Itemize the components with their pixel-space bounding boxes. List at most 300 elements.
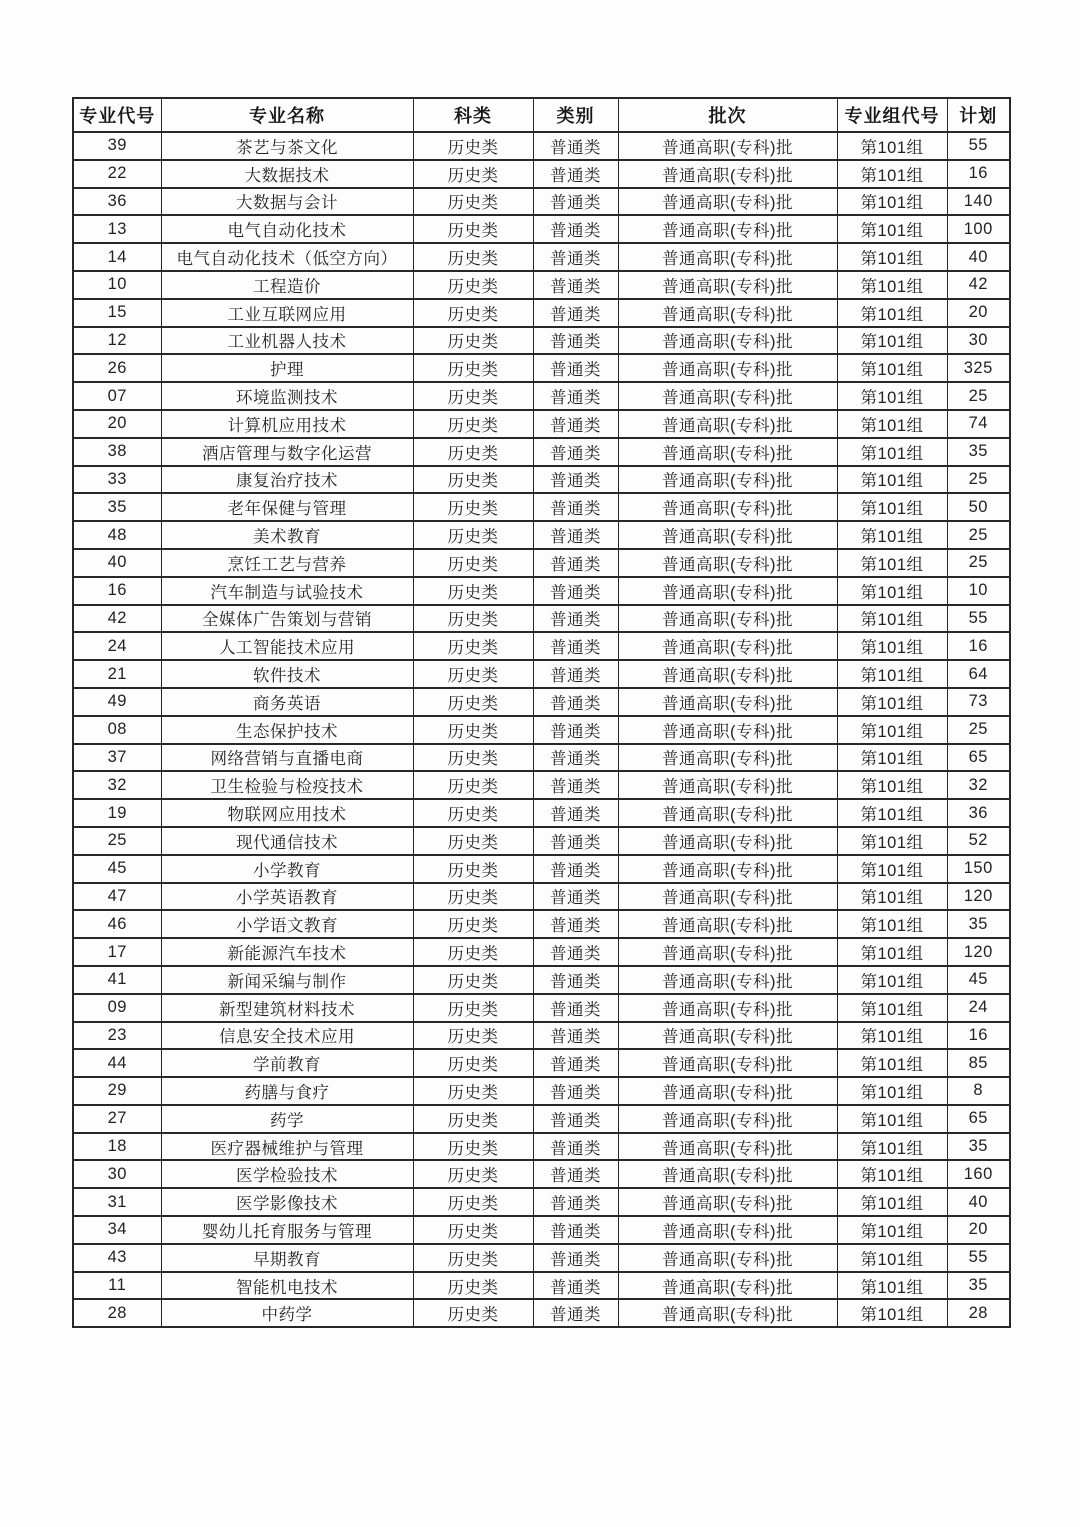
cell-plan-count: 10 xyxy=(947,577,1010,605)
cell-category: 普通类 xyxy=(533,271,618,299)
cell-category: 普通类 xyxy=(533,632,618,660)
cell-major-code: 43 xyxy=(73,1244,161,1272)
cell-category: 普通类 xyxy=(533,299,618,327)
cell-batch: 普通高职(专科)批 xyxy=(618,438,837,466)
table-row xyxy=(73,632,1010,660)
cell-subject-type: 历史类 xyxy=(413,410,533,438)
cell-group-code: 第101组 xyxy=(837,771,947,799)
cell-batch: 普通高职(专科)批 xyxy=(618,1105,837,1133)
cell-batch: 普通高职(专科)批 xyxy=(618,1299,837,1327)
cell-plan-count: 16 xyxy=(947,632,1010,660)
cell-subject-type: 历史类 xyxy=(413,883,533,911)
cell-major-code: 26 xyxy=(73,354,161,382)
cell-group-code: 第101组 xyxy=(837,605,947,633)
cell-plan-count: 16 xyxy=(947,1022,1010,1050)
cell-plan-count: 32 xyxy=(947,771,1010,799)
cell-major-code: 27 xyxy=(73,1105,161,1133)
cell-major-name: 酒店管理与数字化运营 xyxy=(161,438,413,466)
cell-group-code: 第101组 xyxy=(837,855,947,883)
cell-batch: 普通高职(专科)批 xyxy=(618,521,837,549)
cell-major-name: 烹饪工艺与营养 xyxy=(161,549,413,577)
cell-major-code: 45 xyxy=(73,855,161,883)
cell-batch: 普通高职(专科)批 xyxy=(618,938,837,966)
table-row xyxy=(73,188,1010,216)
table-row xyxy=(73,1299,1010,1327)
cell-subject-type: 历史类 xyxy=(413,799,533,827)
cell-subject-type: 历史类 xyxy=(413,994,533,1022)
cell-group-code: 第101组 xyxy=(837,688,947,716)
cell-major-code: 12 xyxy=(73,327,161,355)
cell-group-code: 第101组 xyxy=(837,1160,947,1188)
cell-subject-type: 历史类 xyxy=(413,493,533,521)
cell-plan-count: 325 xyxy=(947,354,1010,382)
cell-major-name: 药膳与食疗 xyxy=(161,1077,413,1105)
cell-plan-count: 35 xyxy=(947,910,1010,938)
table-row xyxy=(73,466,1010,494)
cell-major-code: 25 xyxy=(73,827,161,855)
cell-category: 普通类 xyxy=(533,771,618,799)
cell-subject-type: 历史类 xyxy=(413,215,533,243)
table-row xyxy=(73,994,1010,1022)
cell-group-code: 第101组 xyxy=(837,549,947,577)
cell-subject-type: 历史类 xyxy=(413,271,533,299)
cell-plan-count: 35 xyxy=(947,1133,1010,1161)
cell-group-code: 第101组 xyxy=(837,1077,947,1105)
cell-major-name: 医学检验技术 xyxy=(161,1160,413,1188)
cell-major-name: 新型建筑材料技术 xyxy=(161,994,413,1022)
cell-subject-type: 历史类 xyxy=(413,188,533,216)
cell-group-code: 第101组 xyxy=(837,910,947,938)
cell-plan-count: 25 xyxy=(947,549,1010,577)
table-row xyxy=(73,382,1010,410)
cell-major-name: 环境监测技术 xyxy=(161,382,413,410)
cell-plan-count: 55 xyxy=(947,605,1010,633)
cell-subject-type: 历史类 xyxy=(413,1188,533,1216)
cell-group-code: 第101组 xyxy=(837,521,947,549)
cell-major-code: 17 xyxy=(73,938,161,966)
cell-batch: 普通高职(专科)批 xyxy=(618,1216,837,1244)
cell-major-code: 33 xyxy=(73,466,161,494)
cell-category: 普通类 xyxy=(533,493,618,521)
cell-category: 普通类 xyxy=(533,1160,618,1188)
cell-major-code: 31 xyxy=(73,1188,161,1216)
cell-major-name: 智能机电技术 xyxy=(161,1272,413,1300)
cell-subject-type: 历史类 xyxy=(413,382,533,410)
cell-plan-count: 50 xyxy=(947,493,1010,521)
cell-subject-type: 历史类 xyxy=(413,1272,533,1300)
cell-major-code: 20 xyxy=(73,410,161,438)
cell-category: 普通类 xyxy=(533,1272,618,1300)
cell-batch: 普通高职(专科)批 xyxy=(618,271,837,299)
cell-category: 普通类 xyxy=(533,1188,618,1216)
cell-plan-count: 120 xyxy=(947,883,1010,911)
cell-major-code: 28 xyxy=(73,1299,161,1327)
cell-major-code: 49 xyxy=(73,688,161,716)
cell-major-name: 卫生检验与检疫技术 xyxy=(161,771,413,799)
cell-batch: 普通高职(专科)批 xyxy=(618,243,837,271)
header-major-code: 专业代号 xyxy=(73,98,161,132)
cell-group-code: 第101组 xyxy=(837,799,947,827)
cell-major-name: 中药学 xyxy=(161,1299,413,1327)
cell-subject-type: 历史类 xyxy=(413,1077,533,1105)
cell-major-code: 30 xyxy=(73,1160,161,1188)
cell-major-code: 18 xyxy=(73,1133,161,1161)
cell-major-code: 48 xyxy=(73,521,161,549)
cell-major-name: 美术教育 xyxy=(161,521,413,549)
cell-subject-type: 历史类 xyxy=(413,243,533,271)
cell-plan-count: 40 xyxy=(947,1188,1010,1216)
cell-major-code: 42 xyxy=(73,605,161,633)
table-row xyxy=(73,1188,1010,1216)
cell-batch: 普通高职(专科)批 xyxy=(618,883,837,911)
cell-group-code: 第101组 xyxy=(837,1216,947,1244)
cell-subject-type: 历史类 xyxy=(413,966,533,994)
table-row xyxy=(73,910,1010,938)
cell-category: 普通类 xyxy=(533,938,618,966)
cell-subject-type: 历史类 xyxy=(413,1299,533,1327)
header-major-name: 专业名称 xyxy=(161,98,413,132)
cell-plan-count: 25 xyxy=(947,716,1010,744)
cell-major-name: 新闻采编与制作 xyxy=(161,966,413,994)
cell-batch: 普通高职(专科)批 xyxy=(618,410,837,438)
cell-category: 普通类 xyxy=(533,688,618,716)
cell-plan-count: 20 xyxy=(947,1216,1010,1244)
table-row xyxy=(73,1272,1010,1300)
cell-major-code: 21 xyxy=(73,660,161,688)
table-row xyxy=(73,215,1010,243)
cell-major-code: 32 xyxy=(73,771,161,799)
cell-major-code: 08 xyxy=(73,716,161,744)
cell-category: 普通类 xyxy=(533,1216,618,1244)
cell-major-name: 医学影像技术 xyxy=(161,1188,413,1216)
table-body xyxy=(73,132,1010,1327)
cell-batch: 普通高职(专科)批 xyxy=(618,744,837,772)
cell-subject-type: 历史类 xyxy=(413,632,533,660)
cell-major-code: 36 xyxy=(73,188,161,216)
cell-group-code: 第101组 xyxy=(837,466,947,494)
cell-batch: 普通高职(专科)批 xyxy=(618,1244,837,1272)
cell-group-code: 第101组 xyxy=(837,1244,947,1272)
cell-plan-count: 65 xyxy=(947,1105,1010,1133)
cell-major-name: 网络营销与直播电商 xyxy=(161,744,413,772)
cell-subject-type: 历史类 xyxy=(413,549,533,577)
table-row xyxy=(73,438,1010,466)
cell-batch: 普通高职(专科)批 xyxy=(618,855,837,883)
cell-plan-count: 55 xyxy=(947,132,1010,160)
cell-subject-type: 历史类 xyxy=(413,1216,533,1244)
cell-subject-type: 历史类 xyxy=(413,1022,533,1050)
cell-plan-count: 100 xyxy=(947,215,1010,243)
header-plan-count: 计划 xyxy=(947,98,1010,132)
cell-subject-type: 历史类 xyxy=(413,299,533,327)
cell-batch: 普通高职(专科)批 xyxy=(618,1077,837,1105)
cell-batch: 普通高职(专科)批 xyxy=(618,215,837,243)
table-row xyxy=(73,1216,1010,1244)
cell-plan-count: 25 xyxy=(947,521,1010,549)
cell-major-name: 老年保健与管理 xyxy=(161,493,413,521)
cell-group-code: 第101组 xyxy=(837,438,947,466)
cell-plan-count: 55 xyxy=(947,1244,1010,1272)
cell-category: 普通类 xyxy=(533,883,618,911)
cell-subject-type: 历史类 xyxy=(413,466,533,494)
cell-major-name: 汽车制造与试验技术 xyxy=(161,577,413,605)
cell-category: 普通类 xyxy=(533,605,618,633)
cell-major-code: 10 xyxy=(73,271,161,299)
cell-category: 普通类 xyxy=(533,660,618,688)
cell-category: 普通类 xyxy=(533,354,618,382)
table-row xyxy=(73,410,1010,438)
cell-major-name: 商务英语 xyxy=(161,688,413,716)
cell-group-code: 第101组 xyxy=(837,493,947,521)
cell-major-name: 大数据技术 xyxy=(161,160,413,188)
cell-plan-count: 28 xyxy=(947,1299,1010,1327)
cell-batch: 普通高职(专科)批 xyxy=(618,493,837,521)
cell-major-name: 康复治疗技术 xyxy=(161,466,413,494)
cell-group-code: 第101组 xyxy=(837,188,947,216)
cell-batch: 普通高职(专科)批 xyxy=(618,632,837,660)
table-row xyxy=(73,1105,1010,1133)
cell-category: 普通类 xyxy=(533,577,618,605)
cell-plan-count: 25 xyxy=(947,466,1010,494)
table-row xyxy=(73,660,1010,688)
cell-plan-count: 35 xyxy=(947,1272,1010,1300)
cell-plan-count: 36 xyxy=(947,799,1010,827)
cell-group-code: 第101组 xyxy=(837,354,947,382)
cell-category: 普通类 xyxy=(533,438,618,466)
cell-subject-type: 历史类 xyxy=(413,910,533,938)
cell-group-code: 第101组 xyxy=(837,994,947,1022)
cell-major-name: 工业机器人技术 xyxy=(161,327,413,355)
cell-subject-type: 历史类 xyxy=(413,1049,533,1077)
cell-batch: 普通高职(专科)批 xyxy=(618,910,837,938)
cell-major-name: 软件技术 xyxy=(161,660,413,688)
cell-category: 普通类 xyxy=(533,1022,618,1050)
cell-category: 普通类 xyxy=(533,1077,618,1105)
cell-batch: 普通高职(专科)批 xyxy=(618,549,837,577)
cell-plan-count: 120 xyxy=(947,938,1010,966)
table-row xyxy=(73,1133,1010,1161)
cell-major-code: 24 xyxy=(73,632,161,660)
cell-subject-type: 历史类 xyxy=(413,327,533,355)
cell-plan-count: 85 xyxy=(947,1049,1010,1077)
cell-group-code: 第101组 xyxy=(837,966,947,994)
cell-subject-type: 历史类 xyxy=(413,660,533,688)
cell-subject-type: 历史类 xyxy=(413,1160,533,1188)
table-row xyxy=(73,243,1010,271)
cell-major-code: 41 xyxy=(73,966,161,994)
cell-category: 普通类 xyxy=(533,521,618,549)
cell-major-code: 11 xyxy=(73,1272,161,1300)
table-row xyxy=(73,1077,1010,1105)
cell-group-code: 第101组 xyxy=(837,660,947,688)
cell-category: 普通类 xyxy=(533,132,618,160)
table-row xyxy=(73,799,1010,827)
cell-group-code: 第101组 xyxy=(837,1049,947,1077)
cell-category: 普通类 xyxy=(533,466,618,494)
cell-plan-count: 74 xyxy=(947,410,1010,438)
cell-category: 普通类 xyxy=(533,716,618,744)
cell-category: 普通类 xyxy=(533,160,618,188)
cell-major-name: 学前教育 xyxy=(161,1049,413,1077)
cell-plan-count: 45 xyxy=(947,966,1010,994)
cell-category: 普通类 xyxy=(533,1133,618,1161)
cell-batch: 普通高职(专科)批 xyxy=(618,771,837,799)
cell-major-name: 现代通信技术 xyxy=(161,827,413,855)
cell-category: 普通类 xyxy=(533,382,618,410)
cell-subject-type: 历史类 xyxy=(413,938,533,966)
cell-batch: 普通高职(专科)批 xyxy=(618,799,837,827)
cell-major-code: 46 xyxy=(73,910,161,938)
table-row xyxy=(73,1244,1010,1272)
header-row xyxy=(73,98,1010,132)
cell-major-name: 工程造价 xyxy=(161,271,413,299)
cell-major-code: 44 xyxy=(73,1049,161,1077)
cell-subject-type: 历史类 xyxy=(413,160,533,188)
table-row xyxy=(73,327,1010,355)
cell-major-code: 35 xyxy=(73,493,161,521)
table-row xyxy=(73,827,1010,855)
cell-batch: 普通高职(专科)批 xyxy=(618,160,837,188)
cell-major-code: 34 xyxy=(73,1216,161,1244)
cell-major-name: 新能源汽车技术 xyxy=(161,938,413,966)
table-row xyxy=(73,771,1010,799)
cell-major-name: 人工智能技术应用 xyxy=(161,632,413,660)
cell-plan-count: 65 xyxy=(947,744,1010,772)
cell-category: 普通类 xyxy=(533,1105,618,1133)
cell-batch: 普通高职(专科)批 xyxy=(618,132,837,160)
cell-subject-type: 历史类 xyxy=(413,577,533,605)
cell-group-code: 第101组 xyxy=(837,1105,947,1133)
cell-subject-type: 历史类 xyxy=(413,827,533,855)
cell-batch: 普通高职(专科)批 xyxy=(618,354,837,382)
cell-plan-count: 16 xyxy=(947,160,1010,188)
cell-subject-type: 历史类 xyxy=(413,132,533,160)
table-row xyxy=(73,688,1010,716)
cell-group-code: 第101组 xyxy=(837,1299,947,1327)
cell-major-name: 电气自动化技术 xyxy=(161,215,413,243)
table-row xyxy=(73,605,1010,633)
cell-batch: 普通高职(专科)批 xyxy=(618,994,837,1022)
cell-batch: 普通高职(专科)批 xyxy=(618,327,837,355)
cell-group-code: 第101组 xyxy=(837,410,947,438)
cell-major-code: 16 xyxy=(73,577,161,605)
cell-subject-type: 历史类 xyxy=(413,744,533,772)
cell-plan-count: 8 xyxy=(947,1077,1010,1105)
cell-major-name: 物联网应用技术 xyxy=(161,799,413,827)
table-row xyxy=(73,577,1010,605)
cell-major-code: 23 xyxy=(73,1022,161,1050)
cell-batch: 普通高职(专科)批 xyxy=(618,605,837,633)
cell-batch: 普通高职(专科)批 xyxy=(618,299,837,327)
cell-major-code: 38 xyxy=(73,438,161,466)
cell-subject-type: 历史类 xyxy=(413,605,533,633)
cell-plan-count: 160 xyxy=(947,1160,1010,1188)
cell-major-name: 生态保护技术 xyxy=(161,716,413,744)
cell-batch: 普通高职(专科)批 xyxy=(618,716,837,744)
cell-plan-count: 35 xyxy=(947,438,1010,466)
table-row xyxy=(73,271,1010,299)
cell-major-code: 15 xyxy=(73,299,161,327)
cell-major-name: 茶艺与茶文化 xyxy=(161,132,413,160)
cell-subject-type: 历史类 xyxy=(413,521,533,549)
table-row xyxy=(73,966,1010,994)
cell-major-code: 09 xyxy=(73,994,161,1022)
table-row xyxy=(73,744,1010,772)
cell-major-code: 19 xyxy=(73,799,161,827)
table-row xyxy=(73,493,1010,521)
cell-plan-count: 64 xyxy=(947,660,1010,688)
cell-subject-type: 历史类 xyxy=(413,438,533,466)
cell-group-code: 第101组 xyxy=(837,744,947,772)
cell-major-code: 47 xyxy=(73,883,161,911)
cell-group-code: 第101组 xyxy=(837,827,947,855)
cell-plan-count: 42 xyxy=(947,271,1010,299)
cell-group-code: 第101组 xyxy=(837,160,947,188)
cell-major-code: 13 xyxy=(73,215,161,243)
header-subject-type: 科类 xyxy=(413,98,533,132)
cell-batch: 普通高职(专科)批 xyxy=(618,1049,837,1077)
cell-plan-count: 40 xyxy=(947,243,1010,271)
cell-group-code: 第101组 xyxy=(837,938,947,966)
cell-major-name: 婴幼儿托育服务与管理 xyxy=(161,1216,413,1244)
header-batch: 批次 xyxy=(618,98,837,132)
cell-plan-count: 73 xyxy=(947,688,1010,716)
cell-category: 普通类 xyxy=(533,549,618,577)
cell-plan-count: 30 xyxy=(947,327,1010,355)
cell-category: 普通类 xyxy=(533,799,618,827)
cell-group-code: 第101组 xyxy=(837,132,947,160)
table-row xyxy=(73,299,1010,327)
cell-group-code: 第101组 xyxy=(837,577,947,605)
cell-category: 普通类 xyxy=(533,188,618,216)
cell-major-name: 护理 xyxy=(161,354,413,382)
cell-plan-count: 52 xyxy=(947,827,1010,855)
cell-category: 普通类 xyxy=(533,243,618,271)
cell-category: 普通类 xyxy=(533,1049,618,1077)
cell-group-code: 第101组 xyxy=(837,883,947,911)
cell-plan-count: 140 xyxy=(947,188,1010,216)
cell-group-code: 第101组 xyxy=(837,243,947,271)
cell-major-code: 22 xyxy=(73,160,161,188)
cell-major-name: 医疗器械维护与管理 xyxy=(161,1133,413,1161)
cell-batch: 普通高职(专科)批 xyxy=(618,188,837,216)
table-row xyxy=(73,1049,1010,1077)
cell-group-code: 第101组 xyxy=(837,1022,947,1050)
cell-major-code: 39 xyxy=(73,132,161,160)
cell-major-name: 小学语文教育 xyxy=(161,910,413,938)
table-row xyxy=(73,855,1010,883)
cell-group-code: 第101组 xyxy=(837,716,947,744)
table-row xyxy=(73,160,1010,188)
table-row xyxy=(73,1022,1010,1050)
cell-group-code: 第101组 xyxy=(837,1188,947,1216)
admission-plan-table xyxy=(72,97,1011,1328)
cell-batch: 普通高职(专科)批 xyxy=(618,382,837,410)
cell-plan-count: 25 xyxy=(947,382,1010,410)
cell-group-code: 第101组 xyxy=(837,632,947,660)
header-category: 类别 xyxy=(533,98,618,132)
cell-batch: 普通高职(专科)批 xyxy=(618,1133,837,1161)
cell-batch: 普通高职(专科)批 xyxy=(618,966,837,994)
cell-batch: 普通高职(专科)批 xyxy=(618,827,837,855)
cell-subject-type: 历史类 xyxy=(413,1244,533,1272)
cell-plan-count: 24 xyxy=(947,994,1010,1022)
cell-category: 普通类 xyxy=(533,1244,618,1272)
cell-subject-type: 历史类 xyxy=(413,771,533,799)
cell-plan-count: 20 xyxy=(947,299,1010,327)
table-row xyxy=(73,549,1010,577)
cell-subject-type: 历史类 xyxy=(413,1105,533,1133)
